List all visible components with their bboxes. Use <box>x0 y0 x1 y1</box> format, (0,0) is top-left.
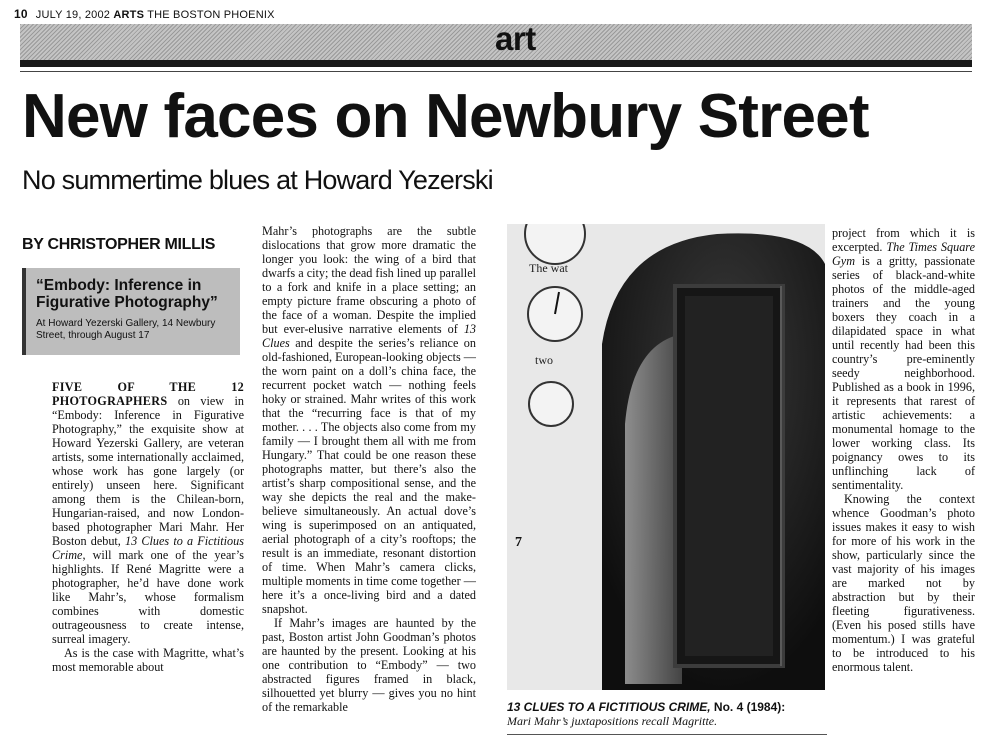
issue-date: JULY 19, 2002 <box>35 9 111 21</box>
paragraph: If Mahr’s images are haunted by the past, Boston artist John Goodman’s photos are haunted by the present. Looking at his one contribution to “Embody” — two abstracted figures framed in black, silhouetted yet blurry — gives you no hint of the remarkable <box>262 616 476 714</box>
byline: BY CHRISTOPHER MILLIS <box>22 236 216 253</box>
headline: New faces on Newbury Street <box>22 82 869 151</box>
paper-name: THE BOSTON PHOENIX <box>147 9 275 21</box>
paragraph: As is the case with Magritte, what’s most memorable about <box>52 646 244 674</box>
text-run: on view in “Embody: Inference in Figurative Photography,” the exquisite show at Howard Yezerski Gallery, are veteran artists, some internationally acclaimed, whose work has gone largely (or entirely) unseen here. Significant among them is the Chilean-born, Hungarian-raised, and now London-based photographer Mari Mahr. Her Boston debut, <box>52 394 244 548</box>
paragraph <box>832 226 975 492</box>
paragraph: Knowing the context whence Goodman’s photo issues makes it easy to wish for more of his work in the show, particularly since the vast majority of his images are marked not by abstraction but by their fleeting figurativeness. (Even his posed stills have momentum.) I was grateful to be introduced to his enormous talent. <box>832 492 975 674</box>
italic-title: 13 Clues to a Fictitious Crime <box>52 534 244 562</box>
section-rule-thin <box>20 71 972 72</box>
article-column-4 <box>832 226 975 674</box>
photo-artwork <box>507 224 825 690</box>
photo-caption <box>507 700 827 728</box>
section-label: art <box>495 20 536 57</box>
paragraph <box>262 224 476 616</box>
caption-description: Mari Mahr’s juxtapositions recall Magritte. <box>507 714 718 728</box>
text-run: project from which it is excerpted. <box>832 226 975 254</box>
caption-title-tail: No. 4 (1984): <box>710 700 786 714</box>
text-run: is a gritty, passionate series of black-and-white photos of the middle-aged trainers and the young boxers they coach in a dilapidated space in what until recently had been this country’s pre-eminently seedy neighborhood. Published as a book in 1996, it represents that rarest of artistic achievements: a monumental homage to the lower working class. Its poignancy owes to its unflinching lack of sentimentality. <box>832 254 975 492</box>
italic-title: The Times Square Gym <box>832 240 975 268</box>
photo-text-top: The wat <box>529 261 568 275</box>
text-run: , will mark one of the year’s highlights. If René Magritte were a photographer, he’d have done work like Mahr’s, whose formalism combines with domestic outrageousness to create intense, surreal imagery. <box>52 548 244 646</box>
folio <box>14 7 275 21</box>
exhibit-info-box <box>22 268 240 355</box>
exhibit-title: “Embody: Inference in Figurative Photography” <box>36 277 218 311</box>
lead-in: FIVE OF THE 12 PHOTOGRAPHERS <box>52 380 244 408</box>
paragraph <box>52 380 244 646</box>
page-number: 10 <box>14 7 28 21</box>
text-run: and despite the series’s reliance on old-fashioned, European-looking objects — the worn paint on a doll’s china face, the recurrent pocket watch — nothing feels hoky or strained. Mahr writes of this work that the “recurring face is that of my mother. . . . The objects also come from my family — I brought them all with me from Hungary.” That could be one reason these photographs matter, but there’s also the artist’s sharp compositional sense, and the way she depicts the real and the make-believe simultaneously. An actual dove’s wing is superimposed on an antiquated, aerial photograph of a city’s rooftops; the result is an immediate, resonant distortion of time. When Mahr’s camera clicks, multiple moments in time come together — here it’s a once-living bird and a dated snapshot. <box>262 336 476 616</box>
section-bar <box>20 20 972 60</box>
article-photo <box>507 224 825 690</box>
text-run: Mahr’s photographs are the subtle dislocations that grow more dramatic the longer you look: the wing of a bird that dwarfs a city; the dead fish lined up parallel to a fork and knife in a place setting; an empty picture frame obscuring a photo of the face of a woman. Despite the implied but ever-elusive narrative elements of <box>262 224 476 336</box>
photo-text-mid: two <box>535 353 553 367</box>
exhibit-venue: At Howard Yezerski Gallery, 14 Newbury Street, through August 17 <box>36 318 216 341</box>
section-rule-thick <box>20 60 972 67</box>
photo-number: 7 <box>515 535 522 550</box>
section-name: ARTS <box>113 9 145 21</box>
subhead: No summertime blues at Howard Yezerski <box>22 165 493 195</box>
article-column-2 <box>262 224 476 714</box>
caption-rule <box>507 734 827 735</box>
article-column-1 <box>52 380 244 674</box>
italic-title: 13 Clues <box>262 322 476 350</box>
caption-title: 13 CLUES TO A FICTITIOUS CRIME, <box>507 700 711 714</box>
